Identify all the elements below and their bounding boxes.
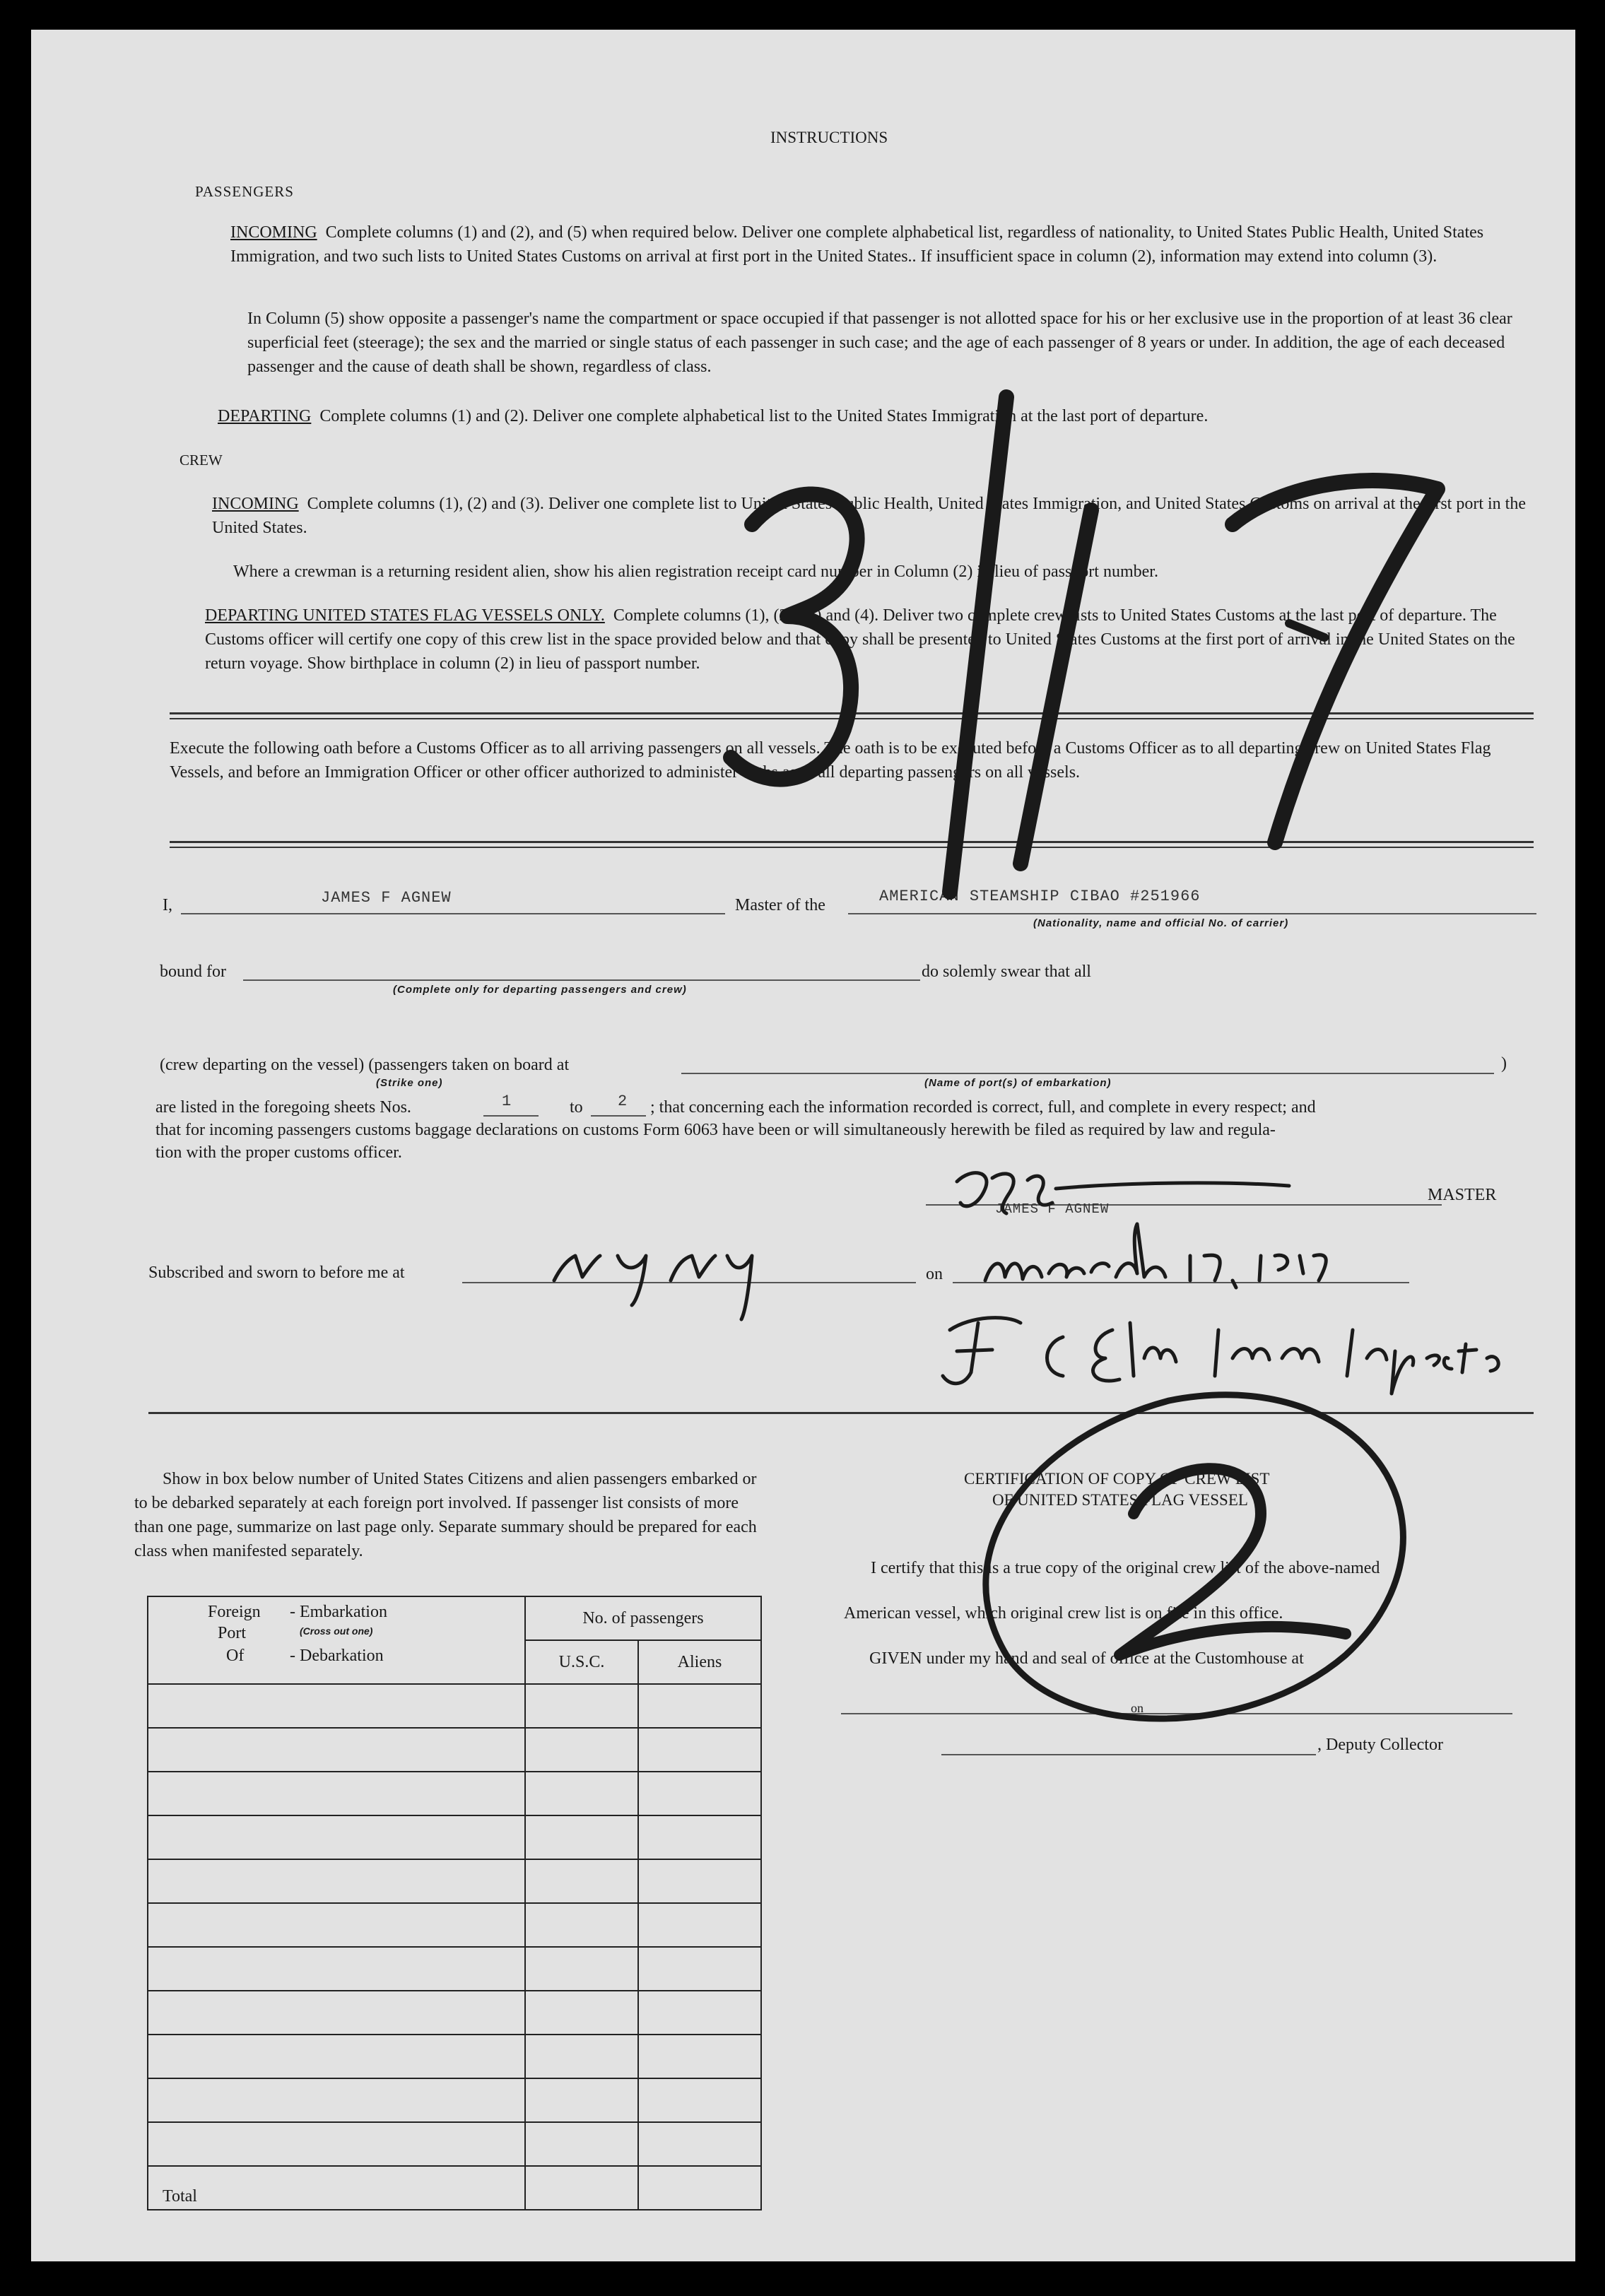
bound-for-label: bound for [160,962,226,981]
passengers-departing-label: DEPARTING [218,407,312,425]
handwriting-overlay [31,30,1575,2261]
sheets-label: are listed in the foregoing sheets Nos. [155,1098,411,1117]
document-page [31,30,1575,2261]
instructions-heading: INSTRUCTIONS [770,129,888,146]
bound-caption: (Complete only for departing passengers and crew) [393,984,687,996]
sworn-date-handwriting [985,1224,1326,1288]
master-typed-name: JAMES F AGNEW [995,1201,1110,1217]
passengers-incoming-label: INCOMING [230,223,317,242]
vessel-name: AMERICAN STEAMSHIP CIBAO #251966 [879,888,1201,905]
header-cross-out: (Cross out one) [300,1625,373,1637]
sworn-place-handwriting [554,1256,752,1319]
crew-departing-text: Complete columns (1), (2), (3) and (4). Deliver two complete crew lists to United States Customs at the last port of departure. The Customs officer will certify one copy of this crew list in the space provided below and that copy shall be presented to United States Customs at the first port of arrival in the United States on the return voyage. Show birthplace in column (2) in lieu of passport number. [205,606,1515,673]
crew-resident-alien-paragraph: Where a crewman is a returning resident alien, show his alien registration receipt card number in Column (2) in lieu of passport number. [233,563,1158,581]
port-caption: (Name of port(s) of embarkation) [924,1077,1112,1089]
deputy-collector-label: , Deputy Collector [1317,1736,1443,1754]
swear-text: do solemly swear that all [922,962,1091,981]
sheet-to: 2 [618,1093,628,1110]
header-aliens: Aliens [638,1640,761,1684]
crew-heading: CREW [180,452,223,469]
close-paren: ) [1501,1054,1507,1073]
master-of-label: Master of the [735,896,825,914]
crew-incoming-text: Complete columns (1), (2) and (3). Deliver one complete list to United States Public Health, United States Immigration, and United States Customs on arrival at the first port in the United States. [212,495,1526,537]
certification-line-1: I certify that this is a true copy of the original crew list of the above-named [871,1559,1380,1577]
master-name: JAMES F AGNEW [321,889,452,907]
on-label: on [926,1265,943,1283]
total-label: Total [148,2166,525,2210]
master-signature [957,1173,1289,1213]
header-foreign: Foreign [208,1603,261,1621]
passengers-heading: PASSENGERS [195,183,294,200]
certification-on-label: on [1131,1701,1144,1715]
certification-line-3: GIVEN under my hand and seal of office at the Customhouse at [869,1649,1304,1668]
passengers-departing-text: Complete columns (1) and (2). Deliver one complete alphabetical list to the United States Immigration at the last port of departure. [319,407,1209,425]
header-embarkation: - Embarkation [290,1603,387,1621]
header-passengers: No. of passengers [525,1596,761,1640]
certification-title-1: CERTIFICATION OF COPY OF CREW LIST [964,1470,1270,1488]
passengers-column5-paragraph: In Column (5) show opposite a passenger's name the compartment or space occupied if that passenger is not allotted space for his or her exclusive use in the proportion of at least 36 clear superficial feet (steerage); the sex and the married or single status of each passenger in such case; and the age of each passenger of 8 years or under. In addition, the age of each deceased passenger and the cause of death shall be shown, regardless of class. [247,310,1512,376]
sheets-tail: ; that concerning each the information recorded is correct, full, and complete in every respect; and [650,1098,1316,1117]
master-label: MASTER [1428,1186,1497,1204]
header-port: Port [218,1624,247,1642]
oath-instruction: Execute the following oath before a Customs Officer as to all arriving passengers on all vessels. The oath is to be executed before a Customs Officer as to all departing crew on United States Flag Vessels, and before an Immigration Officer or other officer authorized to administer oaths as to all departing passengers on all vessels. [170,739,1491,782]
sheets-to-label: to [570,1098,583,1117]
vessel-caption: (Nationality, name and official No. of carrier) [1033,917,1289,929]
subscribed-label: Subscribed and sworn to before me at [148,1264,405,1282]
summary-instruction: Show in box below number of United States Citizens and alien passengers embarked or to be debarked separately at each foreign port involved. If passenger list consists of more than one page, summarize on last page only. Separate summary should be prepared for each class when manifested separately. [134,1470,757,1560]
circled-2 [986,1395,1404,1719]
header-usc: U.S.C. [525,1640,638,1684]
certification-line-2: American vessel, which original crew list is on file in this office. [844,1604,1283,1623]
strike-caption: (Strike one) [376,1077,443,1089]
crew-departing-text: (crew departing on the vessel) (passengers taken on board at [160,1056,570,1074]
crew-departing-label: DEPARTING UNITED STATES FLAG VESSELS ONLY. [205,606,605,625]
crew-incoming-label: INCOMING [212,495,299,513]
sheets-line-2: that for incoming passengers customs baggage declarations on customs Form 6063 have been or will simultaneously herewith be filed as required by law and regula- [155,1121,1276,1139]
large-handwritten-3-17 [731,397,1438,892]
inspector-signature [943,1318,1498,1394]
header-of: Of [226,1647,245,1665]
sheets-line-3: tion with the proper customs officer. [155,1143,402,1162]
certification-title-2: OF UNITED STATES FLAG VESSEL [992,1491,1248,1509]
sheet-from: 1 [502,1093,512,1110]
header-debarkation: - Debarkation [290,1647,384,1665]
oath-i-label: I, [163,896,172,914]
passengers-incoming-text: Complete columns (1) and (2), and (5) when required below. Deliver one complete alphabetical list, regardless of nationality, to United States Public Health, United States Immigration, and two such lists to United States Customs on arrival at first port in the United States.. If insufficient space in column (2), information may extend into column (3). [230,223,1484,266]
